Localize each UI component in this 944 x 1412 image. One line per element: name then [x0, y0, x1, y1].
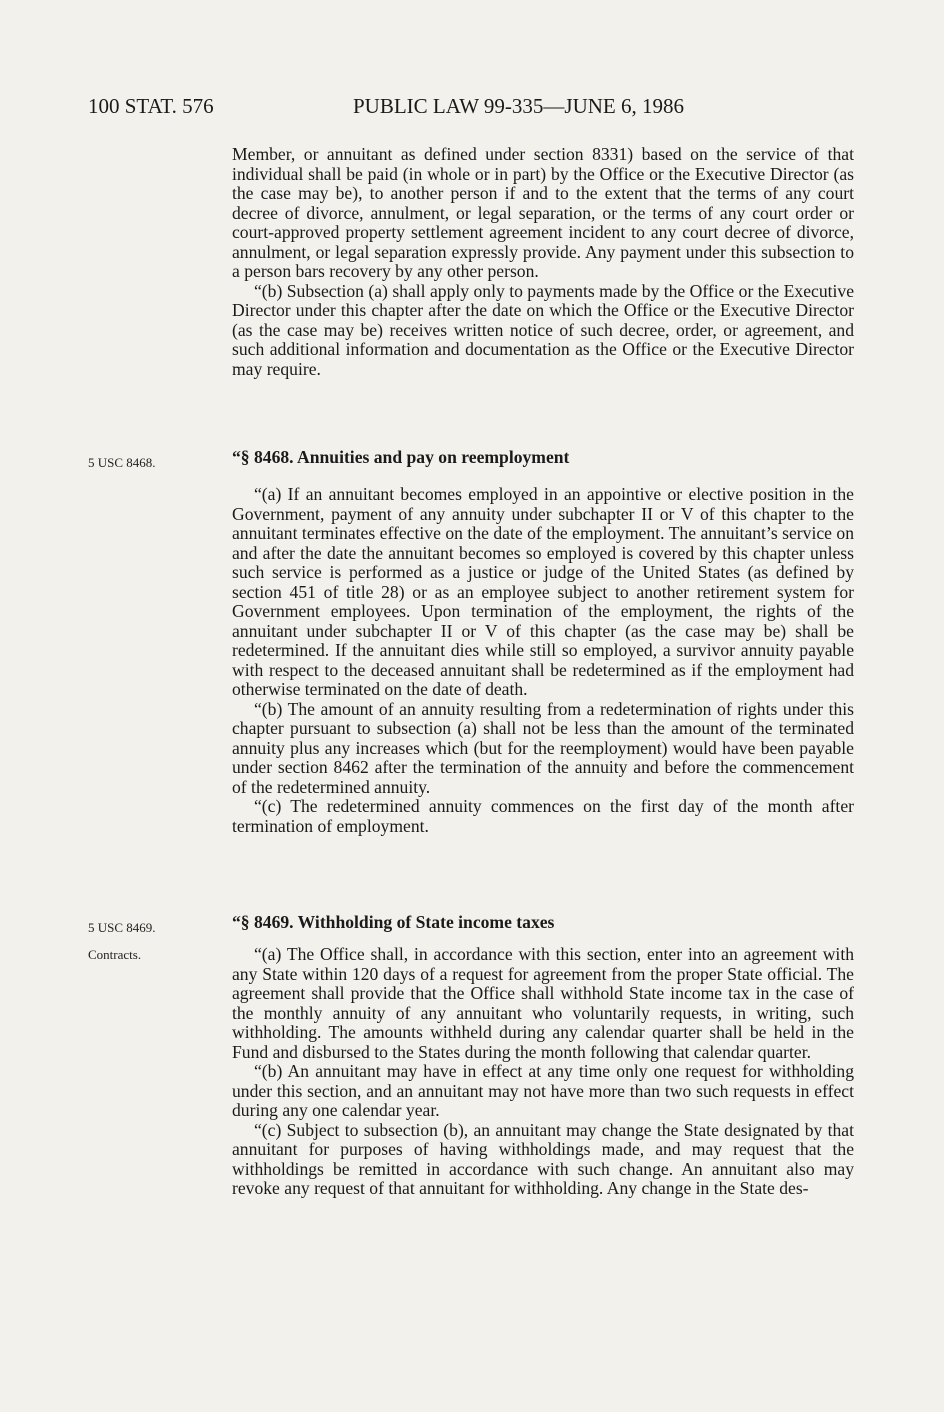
paragraph: “(b) Subsection (a) shall apply only to payments made by the Office or the Executive Director under this chapter after the date on which the Office or the Executive Director (as the case may be) receives written notice of such decree, order, or agreement, and such additional information and documentation as the Office or the Executive Director may require.: [232, 280, 854, 379]
section-8467-continuation: [232, 145, 854, 379]
section-8468-body: [232, 485, 854, 836]
paragraph: “(c) The redetermined annuity commences on the first day of the month after termination of employment.: [232, 796, 854, 836]
section-8469-body: [232, 945, 854, 1199]
page-header: [88, 94, 858, 124]
stat-page-number: 100 STAT. 576: [88, 94, 214, 118]
paragraph: “(a) If an annuitant becomes employed in an appointive or elective position in the Government, payment of any annuity under subchapter II or V of this chapter to the annuitant terminates effective on the date of the employment. The annuitant’s service on and after the date the annuitant becomes so employed is covered by this chapter unless such service is performed as a justice or judge of the United States (as defined by section 451 of title 28) or as an employee subject to another retirement system for Government employees. Upon termination of the employment, the rights of the annuitant under subchapter II or V of this chapter (as the case may be) shall be redetermined. If the annuitant dies while still so employed, a survivor annuity payable with respect to the deceased annuitant shall be redetermined as if the employment had otherwise terminated on the date of death.: [232, 484, 854, 699]
paragraph: Member, or annuitant as defined under section 8331) based on the service of that individual shall be paid (in whole or in part) by the Office or the Executive Director (as the case may be), to another person if and to the extent that the terms of any court decree of divorce, annulment, or legal separation, or the terms of any court order or court-approved property settlement agreement incident to any court decree of divorce, annulment, or legal separation expressly provide. Any payment under this subsection to a person bars recovery by any other person.: [232, 144, 854, 281]
margin-note-usc-8469: 5 USC 8469.: [88, 920, 156, 935]
law-title: PUBLIC LAW 99-335—JUNE 6, 1986: [353, 94, 685, 118]
section-8469-heading-block: [232, 913, 854, 933]
section-heading-8469: “§ 8469. Withholding of State income taxes: [232, 912, 555, 932]
paragraph: “(a) The Office shall, in accordance with this section, enter into an agreement with any State within 120 days of a request for agreement from the proper State official. The agreement shall provide that the Office shall withhold State income tax in the case of the monthly annuity of any annuitant who voluntarily requests, in writing, such withholding. The amounts withheld during any calendar quarter shall be held in the Fund and disbursed to the States during the month following that calendar quarter.: [232, 944, 854, 1062]
section-8468-heading-block: [232, 448, 854, 468]
paragraph: “(c) Subject to subsection (b), an annuitant may change the State designated by that annuitant for purposes of having withholdings made, and may request that the withholdings be remitted in accordance with such change. An annuitant also may revoke any request of that annuitant for withholding. Any change in the State des-: [232, 1119, 854, 1198]
section-heading-8468: “§ 8468. Annuities and pay on reemployment: [232, 447, 570, 467]
margin-note-usc-8468: 5 USC 8468.: [88, 455, 156, 470]
margin-note-contracts: Contracts.: [88, 947, 142, 962]
paragraph: “(b) An annuitant may have in effect at any time only one request for withholding under this section, and an annuitant may not have more than two such requests in effect during any one calendar year.: [232, 1061, 854, 1120]
paragraph: “(b) The amount of an annuity resulting from a redetermination of rights under this chapter pursuant to subsection (a) shall not be less than the amount of the terminated annuity plus any increases which (but for the reemployment) would have been payable under section 8462 after the termination of the annuity and before the commencement of the redetermined annuity.: [232, 698, 854, 797]
